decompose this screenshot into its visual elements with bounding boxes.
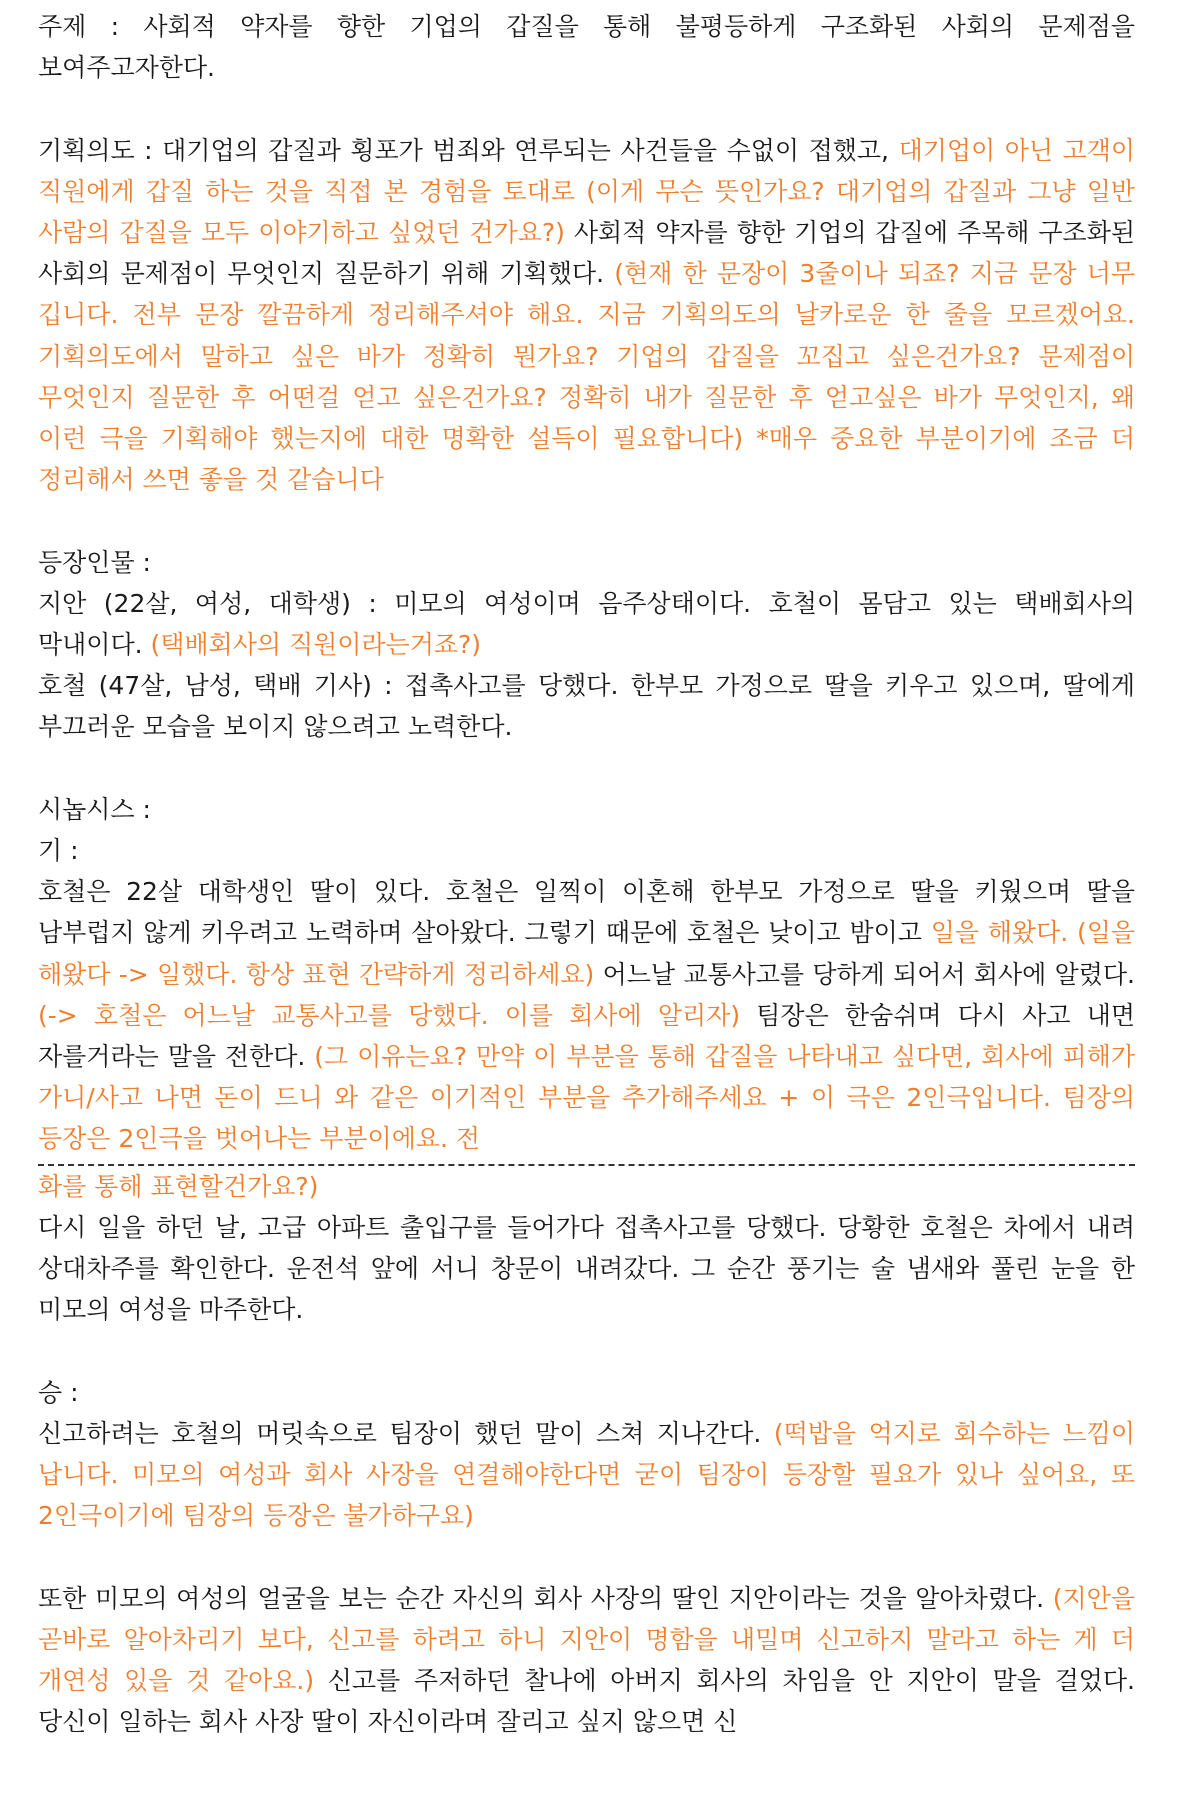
ki-comment-3: (그 이유는요? 만약 이 부분을 통해 갑질을 나타내고 싶다면, 회사에 피해가 가니/사고 나면 돈이 드니 와 같은 이기적인 부분을 추가해주세요 + 이 극은 2인극입니다. 팀장의 등장은 2인극을 벗어나는 부분이에요. 전 <box>38 1042 1135 1154</box>
spacer <box>38 1330 1135 1371</box>
characters-heading: 등장인물 : <box>38 547 151 577</box>
synopsis-heading: 시놉시스 : <box>38 794 151 824</box>
ki-text-2: 어느날 교통사고를 당하게 되어서 회사에 알렸다. <box>594 959 1135 989</box>
ki-text-1: 호철은 22살 대학생인 딸이 있다. 호철은 일찍이 이혼해 한부모 가정으로 딸을 키웠으며 딸을 남부럽지 않게 키우려고 노력하며 살아왔다. 그렇기 때문에 호철은 낮이고 밤이고 <box>38 877 1135 948</box>
intent-text-2: 사회적 약자를 향한 기업의 갑질에 주목해 구조화된 사회의 문제점이 무엇인지 질문하기 위해 기획했다. <box>38 218 1136 289</box>
ki-text-3: 팀장은 한숨쉬며 다시 사고 내면 자를거라는 말을 전한다. <box>38 1000 1135 1072</box>
theme-label: 주제 : <box>38 12 144 41</box>
character-jian-comment: (택배회사의 직원이라는거죠?) <box>150 630 482 660</box>
ki-comment-1: 일을 해왔다. (일을 해왔다 -> 일했다. 항상 표현 간략하게 정리하세요) <box>38 918 1135 989</box>
character-hocheol: 호철 (47살, 남성, 택배 기사) : 접촉사고를 당했다. 한부모 가정으로 딸을 키우고 있으며, 딸에게 부끄러운 모습을 보이지 않으려고 노력한다. <box>38 671 1135 742</box>
intent-paragraph <box>38 130 1135 501</box>
spacer <box>38 500 1135 541</box>
synopsis-seung-label: 승 : <box>38 1377 79 1407</box>
spacer <box>38 1536 1135 1577</box>
ki-comment-2: (-> 호철은 어느날 교통사고를 당했다. 이를 회사에 알리자) <box>38 1000 741 1030</box>
seung-text-1: 신고하려는 호철의 머릿속으로 팀장이 했던 말이 스쳐 지나간다. <box>38 1418 774 1448</box>
character-jian-text: 지안 (22살, 여성, 대학생) : 미모의 여성이며 음주상태이다. 호철이 몸담고 있는 택배회사의 막내이다. <box>38 588 1135 660</box>
intent-label: 기획의도 : <box>38 135 163 165</box>
seung-comment-1: (떡밥을 억지로 회수하는 느낌이 납니다. 미모의 여성과 회사 사장을 연결해야한다면 굳이 팀장이 등장할 필요가 있나 싶어요, 또 2인극이기에 팀장의 등장은 불가하구요) <box>38 1418 1135 1531</box>
synopsis-ki-paragraph-2: 다시 일을 하던 날, 고급 아파트 출입구를 들어가다 접촉사고를 당했다. 당황한 호철은 차에서 내려 상대차주를 확인한다. 운전석 앞에 서니 창문이 내려갔다. 그 순간 풍기는 술 냄새와 풀린 눈을 한 미모의 여성을 마주한다. <box>38 1212 1135 1325</box>
synopsis-seung-paragraph <box>38 1413 1135 1537</box>
spacer <box>38 88 1135 129</box>
spacer <box>38 748 1135 789</box>
synopsis-ki-label: 기 : <box>38 836 79 866</box>
theme-paragraph <box>38 6 1135 88</box>
intent-comment-2: (현재 한 문장이 3줄이나 되죠? 지금 문장 너무 깁니다. 전부 문장 깔끔하게 정리해주셔야 해요. 지금 기획의도의 날카로운 한 줄을 모르겠어요. 기획의도에서 말하고 싶은 바가 정확히 뭔가요? 기업의 갑질을 꼬집고 싶은건가요? 문제점이 무엇인지 질문한 후 어떤걸 얻고 싶은건가요? 정확히 내가 질문한 후 얻고싶은 바가 무엇인지, 왜 이런 극을 기획해야 했는지에 대한 명확한 설득이 필요합니다) *매우 중요한 부분이기에 조금 더 정리해서 쓰면 좋을 것 같습니다 <box>38 259 1136 495</box>
seung-text-2: 또한 미모의 여성의 얼굴을 보는 순간 자신의 회사 사장의 딸인 지안이라는 것을 알아차렸다. <box>38 1583 1053 1613</box>
synopsis-seung-paragraph-2 <box>38 1578 1135 1743</box>
intent-comment-1: 대기업이 아닌 고객이 직원에게 갑질 하는 것을 직접 본 경험을 토대로 (이게 무슨 뜻인가요? 대기업의 갑질과 그냥 일반 사람의 갑질을 모두 이야기하고 싶었던 건가요?) <box>38 135 1136 247</box>
seung-comment-2: (지안을 곧바로 알아차리기 보다, 신고를 하려고 하니 지안이 명함을 내밀며 신고하지 말라고 하는 게 더 개연성 있을 것 같아요.) <box>38 1583 1135 1696</box>
ki-comment-4: 화를 통해 표현할건가요?) <box>38 1171 319 1201</box>
synopsis-ki-paragraph <box>38 871 1135 1159</box>
intent-text-1: 대기업의 갑질과 횡포가 범죄와 연루되는 사건들을 수없이 접했고, <box>162 135 899 165</box>
character-jian <box>38 583 1135 665</box>
seung-text-3: 신고를 주저하던 찰나에 아버지 회사의 차임을 안 지안이 말을 걸었다. 당신이 일하는 회사 사장 딸이 자신이라며 잘리고 싶지 않으면 신 <box>38 1666 1135 1737</box>
theme-text: 사회적 약자를 향한 기업의 갑질을 통해 불평등하게 구조화된 사회의 문제점을 보여주고자한다. <box>38 12 1135 83</box>
